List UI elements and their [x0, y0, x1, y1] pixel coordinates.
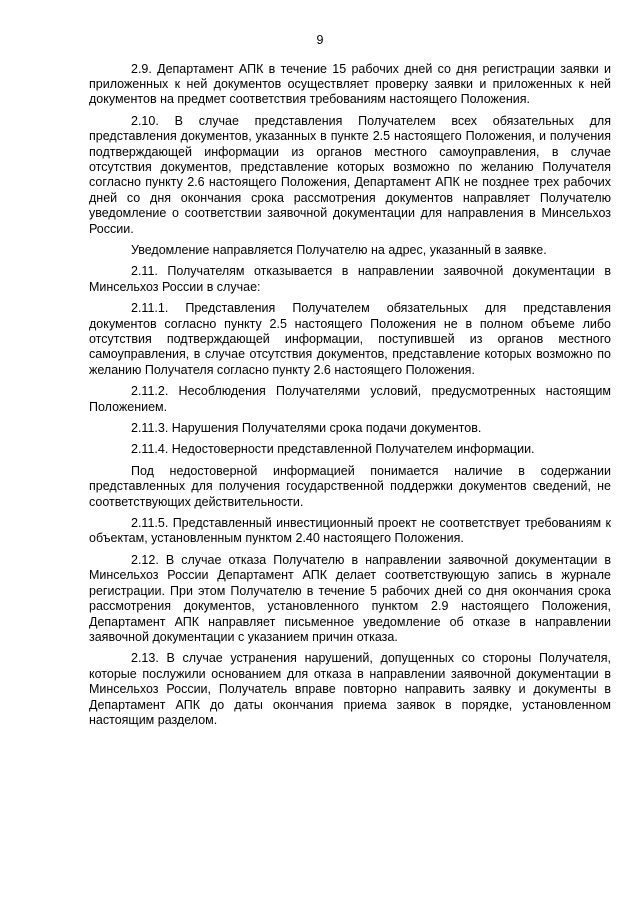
- paragraph-notification: Уведомление направляется Получателю на адрес, указанный в заявке.: [131, 242, 547, 257]
- paragraph-2-11-5: 2.11.5. Представленный инвестиционный проект не соответствует требованиям к объектам, установленным пунктом 2.40 настоящего Положения.: [89, 516, 611, 546]
- paragraph-2-11-2: 2.11.2. Несоблюдения Получателями условий, предусмотренных настоящим Положением.: [89, 384, 611, 414]
- paragraph-2-13: 2.13. В случае устранения нарушений, допущенных со стороны Получателя, которые послужили основанием для отказа в направлении заявочной документации в Минсельхоз России, Получатель вправе повторно направить заявку и документы в Департамент АПК до даты окончания приема заявок в порядке, установленном настоящим разделом.: [89, 651, 611, 727]
- page-number: 9: [316, 33, 324, 47]
- paragraph-2-12: 2.12. В случае отказа Получателю в направлении заявочной документации в Минсельхоз России Департамент АПК делает соответствующую запись в журнале регистрации. При этом Получателю в течение 5 рабочих дней со дня окончания срока рассмотрения документов, установленного пунктом 2.9 настоящего Положения, Департамент АПК направляет письменное уведомление об отказе в направлении заявочной документации с указанием причин отказа.: [89, 552, 611, 644]
- paragraph-definition: Под недостоверной информацией понимается наличие в содержании представленных для получения государственной поддержки документов сведений, не соответствующих действительности.: [89, 463, 611, 509]
- paragraph-2-11-3: 2.11.3. Нарушения Получателями срока подачи документов.: [131, 421, 482, 436]
- document-body: [89, 62, 611, 735]
- paragraph-2-11-1: 2.11.1. Представления Получателем обязательных для представления документов согласно пункту 2.5 настоящего Положения не в полном объеме либо отсутствия подтверждающей информации, поступившей из органов местного самоуправления, в случае отсутствия документов, представление которых возможно по желанию Получателя согласно пункту 2.6 настоящего Положения.: [89, 301, 611, 377]
- paragraph-2-11-4: 2.11.4. Недостоверности представленной Получателем информации.: [131, 442, 535, 457]
- paragraph-2-9: 2.9. Департамент АПК в течение 15 рабочих дней со дня регистрации заявки и приложенных к ней документов осуществляет проверку заявки и приложенных к ней документов на предмет соответствия требованиям настоящего Положения.: [89, 61, 611, 107]
- paragraph-2-11: 2.11. Получателям отказывается в направлении заявочной документации в Минсельхоз России в случае:: [89, 264, 611, 294]
- paragraph-2-10: 2.10. В случае представления Получателем всех обязательных для представления документов, указанных в пункте 2.5 настоящего Положения, и получения подтверждающей информации из органов местного самоуправления, в случае отсутствия документов, представление которых возможно по желанию Получателя согласно пункту 2.6 настоящего Положения, Департамент АПК не позднее трех рабочих дней со дня окончания срока рассмотрения документов направляет Получателю уведомление о соответствии заявочной документации для направления в Минсельхоз России.: [89, 113, 611, 236]
